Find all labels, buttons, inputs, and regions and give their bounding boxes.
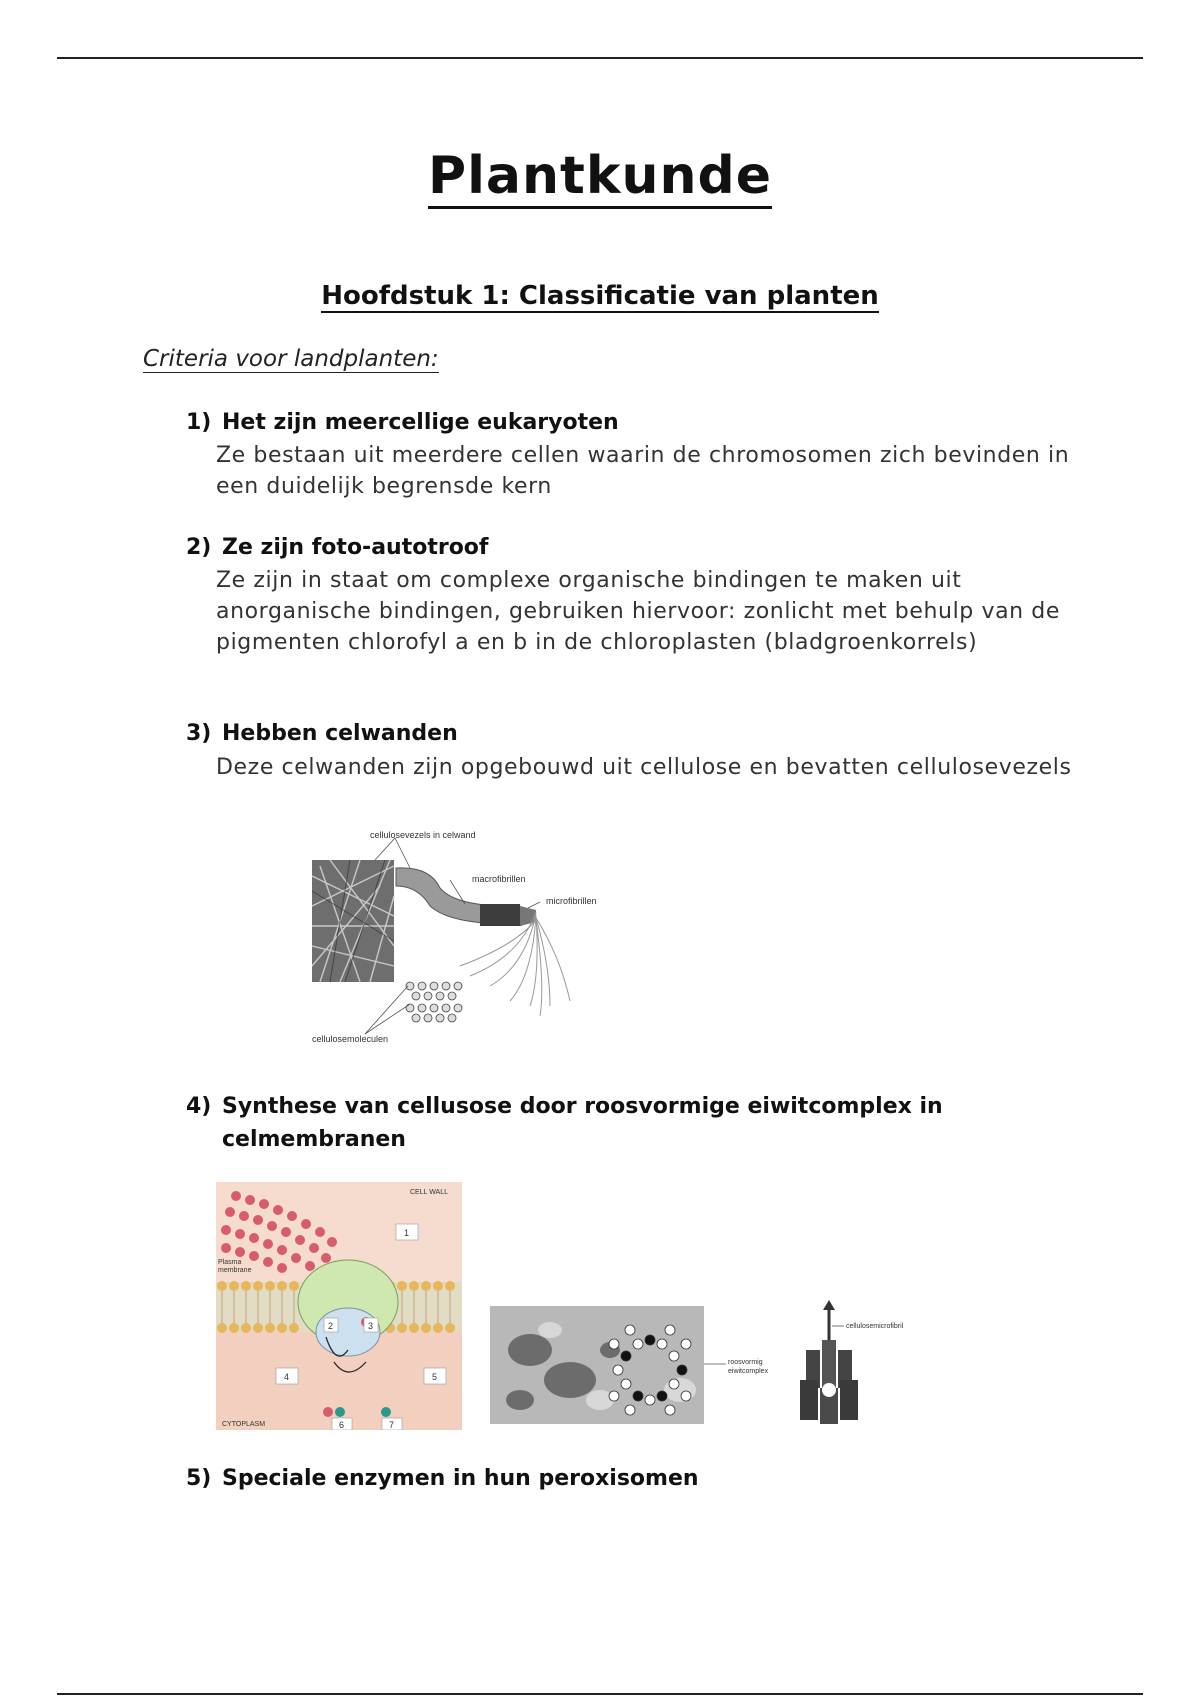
label-microfibril: cellulosemicrofibril xyxy=(846,1323,904,1330)
label-protein-complex: eiwitcomplex xyxy=(728,1368,769,1375)
criterion-2-text: Ze zijn in staat om complexe organische bindingen te maken uit anorganische bindingen, gebruiken hiervoor: zonlicht met behulp van de pigmenten chlorofyl a en b in de chloroplasten (bladgroenkorrels) xyxy=(216,568,1060,655)
label-cellulose-molecules: cellulosemoleculen xyxy=(312,1034,389,1044)
label-microfibrils: microfibrillen xyxy=(546,896,597,906)
criteria-heading: Criteria voor landplanten: xyxy=(143,346,439,372)
label-fibers-in-wall: cellulosevezels in celwand xyxy=(370,830,476,840)
label-membrane: membrane xyxy=(218,1267,252,1274)
marker-2: 2 xyxy=(328,1321,334,1331)
criterion-3-text: Deze celwanden zijn opgebouwd uit cellulose en bevatten cellulosevezels xyxy=(216,755,1072,780)
criterion-1-text: Ze bestaan uit meerdere cellen waarin de chromosomen zich bevinden in een duidelijk begrensde kern xyxy=(216,443,1070,499)
criterion-4-heading: 4) Synthese van cellusose door roosvormige eiwitcomplex in celmembranen xyxy=(186,1094,943,1152)
label-rosette: roosvormig xyxy=(728,1359,763,1366)
marker-6: 6 xyxy=(339,1420,345,1430)
cellulose-molecule-chains xyxy=(406,982,462,1022)
rosette-3d-model xyxy=(800,1300,858,1424)
cellulose-fiber-figure xyxy=(300,826,620,1051)
rosette-complex-figure xyxy=(490,1300,920,1426)
top-rule xyxy=(57,57,1143,59)
criterion-1-heading: 1) Het zijn meercellige eukaryoten xyxy=(186,410,619,435)
chapter-heading: Hoofdstuk 1: Classificatie van planten xyxy=(321,281,879,311)
marker-4: 4 xyxy=(284,1372,290,1382)
page-title: Plantkunde xyxy=(0,146,1200,206)
microfibril-strands xyxy=(460,912,570,1016)
bottom-rule xyxy=(57,1693,1143,1695)
marker-5: 5 xyxy=(432,1372,438,1382)
marker-7: 7 xyxy=(389,1420,395,1430)
marker-3: 3 xyxy=(368,1321,374,1331)
label-cell-wall: CELL WALL xyxy=(410,1189,448,1196)
macrofibril xyxy=(480,904,522,926)
criterion-2-heading: 2) Ze zijn foto-autotroof xyxy=(186,535,489,560)
criterion-5-heading: 5) Speciale enzymen in hun peroxisomen xyxy=(186,1466,699,1491)
label-macrofibrils: macrofibrillen xyxy=(472,874,526,884)
label-cytoplasm: CYTOPLASM xyxy=(222,1421,266,1428)
marker-1: 1 xyxy=(404,1228,410,1238)
cellulose-synthase-figure xyxy=(216,1182,462,1430)
label-plasma: Plasma xyxy=(218,1259,242,1266)
criterion-3-heading: 3) Hebben celwanden xyxy=(186,721,458,746)
